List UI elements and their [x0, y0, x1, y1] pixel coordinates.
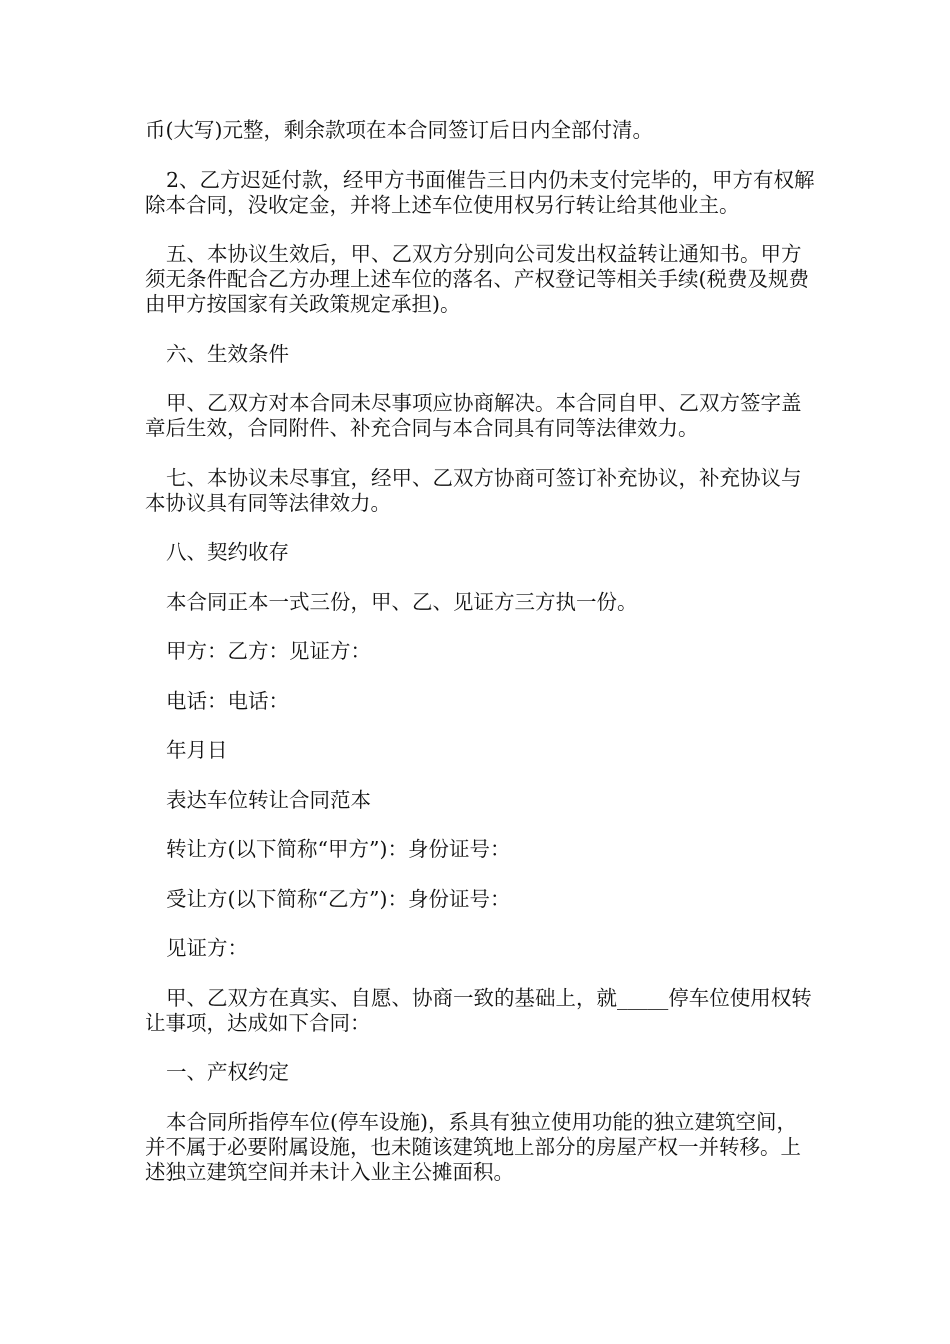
- party-transferee: 受让方(以下简称“乙方”)：身份证号：: [166, 886, 511, 911]
- paragraph-property-rights: 本合同所指停车位(停车设施)，系具有独立使用功能的独立建筑空间，并不属于必要附属设施，也未随该建筑地上部分的房屋产权一并转移。上述独立建筑空间并未计入业主公摊面积。: [145, 1109, 801, 1184]
- heading-effective-conditions: 六、生效条件: [166, 341, 289, 366]
- paragraph-section-seven: 七、本协议未尽事宜，经甲、乙双方协商可签订补充协议，补充协议与本协议具有同等法律效力。: [145, 465, 802, 515]
- paragraph-payment-balance: 币(大写)元整，剩余款项在本合同签订后日内全部付清。: [145, 118, 653, 142]
- heading-contract-copies: 八、契约收存: [166, 540, 289, 564]
- paragraph-contract-copies: 本合同正本一式三份，甲、乙、见证方三方执一份。: [166, 589, 638, 614]
- party-witness: 见证方：: [166, 936, 248, 960]
- paragraph-section-five: 五、本协议生效后，甲、乙双方分别向公司发出权益转让通知书。甲方须无条件配合乙方办理上述车位的落名、产权登记等相关手续(税费及规费由甲方按国家有关政策规定承担)。: [145, 242, 809, 316]
- signature-date: 年月日: [166, 738, 228, 762]
- paragraph-preamble: 甲、乙双方在真实、自愿、协商一致的基础上，就_____停车位使用权转让事项，达成如下合同：: [145, 985, 812, 1035]
- document-body: [145, 118, 815, 1209]
- heading-property-rights: 一、产权约定: [166, 1060, 289, 1084]
- signature-phones: 电话：电话：: [166, 688, 289, 713]
- document-title: 表达车位转让合同范本: [166, 787, 371, 812]
- signature-parties: 甲方：乙方：见证方：: [166, 639, 371, 663]
- paragraph-effective-conditions: 甲、乙双方对本合同未尽事项应协商解决。本合同自甲、乙双方签字盖章后生效，合同附件、补充合同与本合同具有同等法律效力。: [145, 391, 802, 440]
- paragraph-late-payment: 2、乙方迟延付款，经甲方书面催告三日内仍未支付完毕的，甲方有权解除本合同，没收定金，并将上述车位使用权另行转让给其他业主。: [145, 167, 815, 217]
- party-transferor: 转让方(以下简称“甲方”)：身份证号：: [166, 837, 511, 861]
